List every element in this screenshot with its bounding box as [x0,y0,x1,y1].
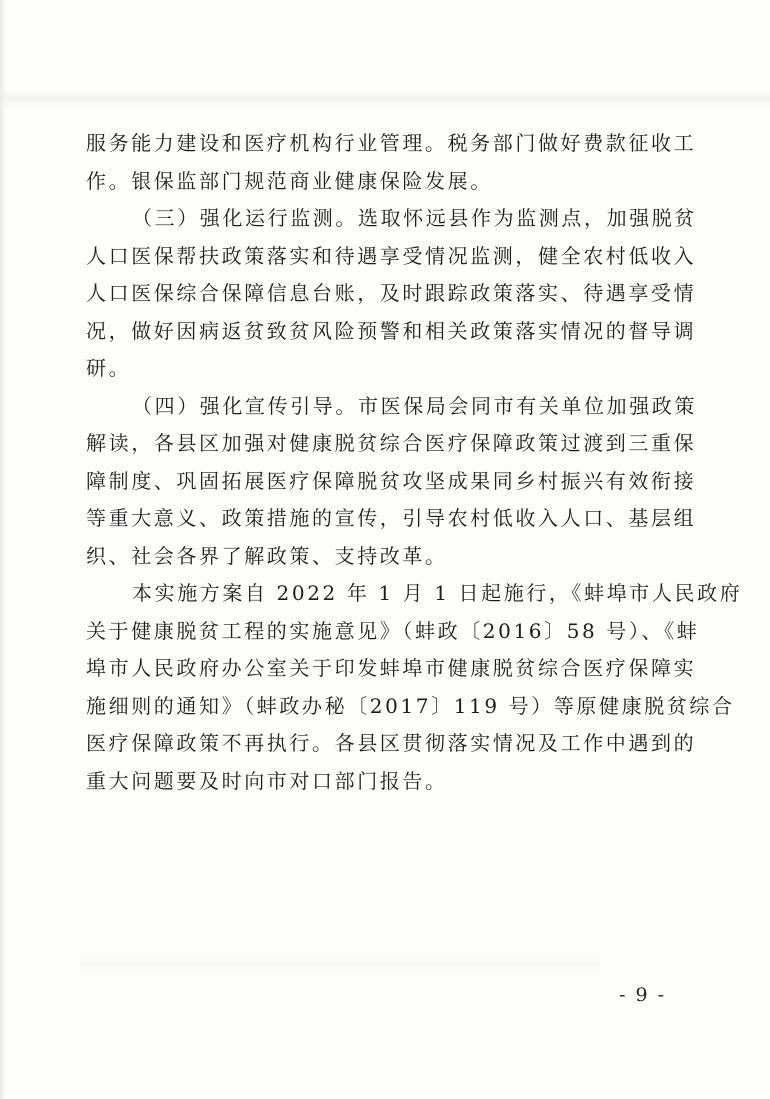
document-body [86,125,743,800]
text-line: 研。 [86,356,132,380]
text-line: 障制度、巩固拓展医疗保障脱贫攻坚成果同乡村振兴有效衔接 [86,468,697,493]
text-line: 服务能力建设和医疗机构行业管理。税务部门做好费款征收工 [86,131,697,155]
text-line: 医疗保障政策不再执行。各县区贯彻落实情况及工作中遇到的 [86,731,697,755]
page-number: - 9 - [619,984,667,1006]
text-line: 人口医保帮扶政策落实和待遇享受情况监测，健全农村低收入 [86,243,697,268]
text-line: 等重大意义、政策措施的宣传，引导农村低收入人口、基层组 [86,506,697,530]
text-line: 解读，各县区加强对健康脱贫综合医疗保障政策过渡到三重保 [86,431,697,455]
text-line: 况，做好因病返贫致贫风险预警和相关政策落实情况的督导调 [86,318,697,343]
text-line: 人口医保综合保障信息台账，及时跟踪政策落实、待遇享受情 [86,281,697,305]
scan-artifact-bottom [80,950,600,978]
scan-artifact-top [0,88,770,110]
section-heading-publicity: （四）强化宣传引导。市医保局会同市有关单位加强政策 [132,393,697,418]
text-line: 重大问题要及时向市对口部门报告。 [86,768,448,793]
text-line: 关于健康脱贫工程的实施意见》（蚌政〔2016〕58 号）、《蚌 [86,618,700,643]
text-line: 织、社会各界了解政策、支持改革。 [86,543,448,568]
text-line: 作。银保监部门规范商业健康保险发展。 [86,168,493,193]
scan-edge-shadow [0,0,6,1099]
text-line: 埠市人民政府办公室关于印发蚌埠市健康脱贫综合医疗保障实 [86,656,697,680]
section-heading-monitoring: （三）强化运行监测。选取怀远县作为监测点，加强脱贫 [132,206,697,230]
paragraph-effective-date: 本实施方案自 2022 年 1 月 1 日起施行，《蚌埠市人民政府 [132,581,743,605]
text-line: 施细则的通知》（蚌政办秘〔2017〕119 号）等原健康脱贫综合 [86,693,735,718]
